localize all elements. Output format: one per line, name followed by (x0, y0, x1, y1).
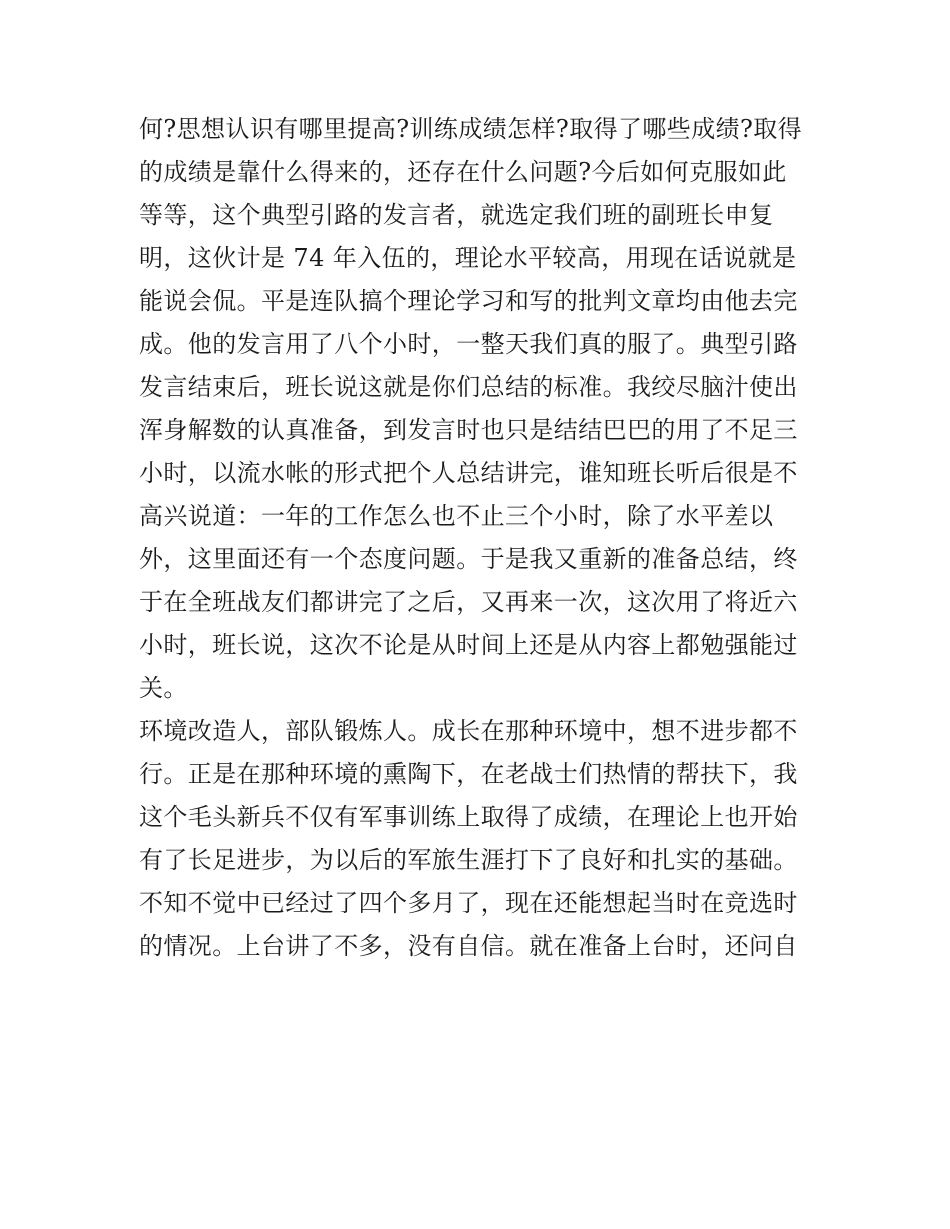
text-line: 明，这伙计是 74 年入伍的，理论水平较高，用现在话说就是 (139, 244, 797, 272)
text-line: 这个毛头新兵不仅有军事训练上取得了成绩，在理论上也开始 (139, 803, 798, 831)
text-line: 浑身解数的认真准备，到发言时也只是结结巴巴的用了不足三 (139, 416, 798, 444)
text-line: 何?思想认识有哪里提高?训练成绩怎样?取得了哪些成绩?取得 (139, 115, 803, 143)
text-line: 外，这里面还有一个态度问题。于是我又重新的准备总结，终 (139, 545, 798, 573)
text-line: 于在全班战友们都讲完了之后，又再来一次，这次用了将近六 (139, 588, 798, 616)
text-line: 环境改造人，部队锻炼人。成长在那种环境中，想不进步都不 (139, 717, 798, 745)
text-line: 成。他的发言用了八个小时，一整天我们真的服了。典型引路 (139, 330, 798, 358)
text-line: 关。 (139, 674, 188, 702)
text-line: 等等，这个典型引路的发言者，就选定我们班的副班长申复 (139, 201, 774, 229)
text-line: 发言结束后，班长说这就是你们总结的标准。我绞尽脑汁使出 (139, 373, 798, 401)
text-line: 高兴说道：一年的工作怎么也不止三个小时，除了水平差以 (139, 502, 774, 530)
text-line: 的成绩是靠什么得来的，还存在什么问题?今后如何克服如此 (139, 158, 787, 186)
text-line: 能说会侃。平是连队搞个理论学习和写的批判文章均由他去完 (139, 287, 798, 315)
body-text (139, 108, 819, 968)
text-line: 小时，以流水帐的形式把个人总结讲完，谁知班长听后很是不 (139, 459, 798, 487)
text-line: 有了长足进步，为以后的军旅生涯打下了良好和扎实的基础。 (139, 846, 798, 874)
text-line: 小时，班长说，这次不论是从时间上还是从内容上都勉强能过 (139, 631, 798, 659)
text-line: 不知不觉中已经过了四个多月了，现在还能想起当时在竞选时 (139, 889, 798, 917)
text-line: 行。正是在那种环境的熏陶下，在老战士们热情的帮扶下，我 (139, 760, 798, 788)
text-line: 的情况。上台讲了不多，没有自信。就在准备上台时，还问自 (139, 932, 798, 960)
